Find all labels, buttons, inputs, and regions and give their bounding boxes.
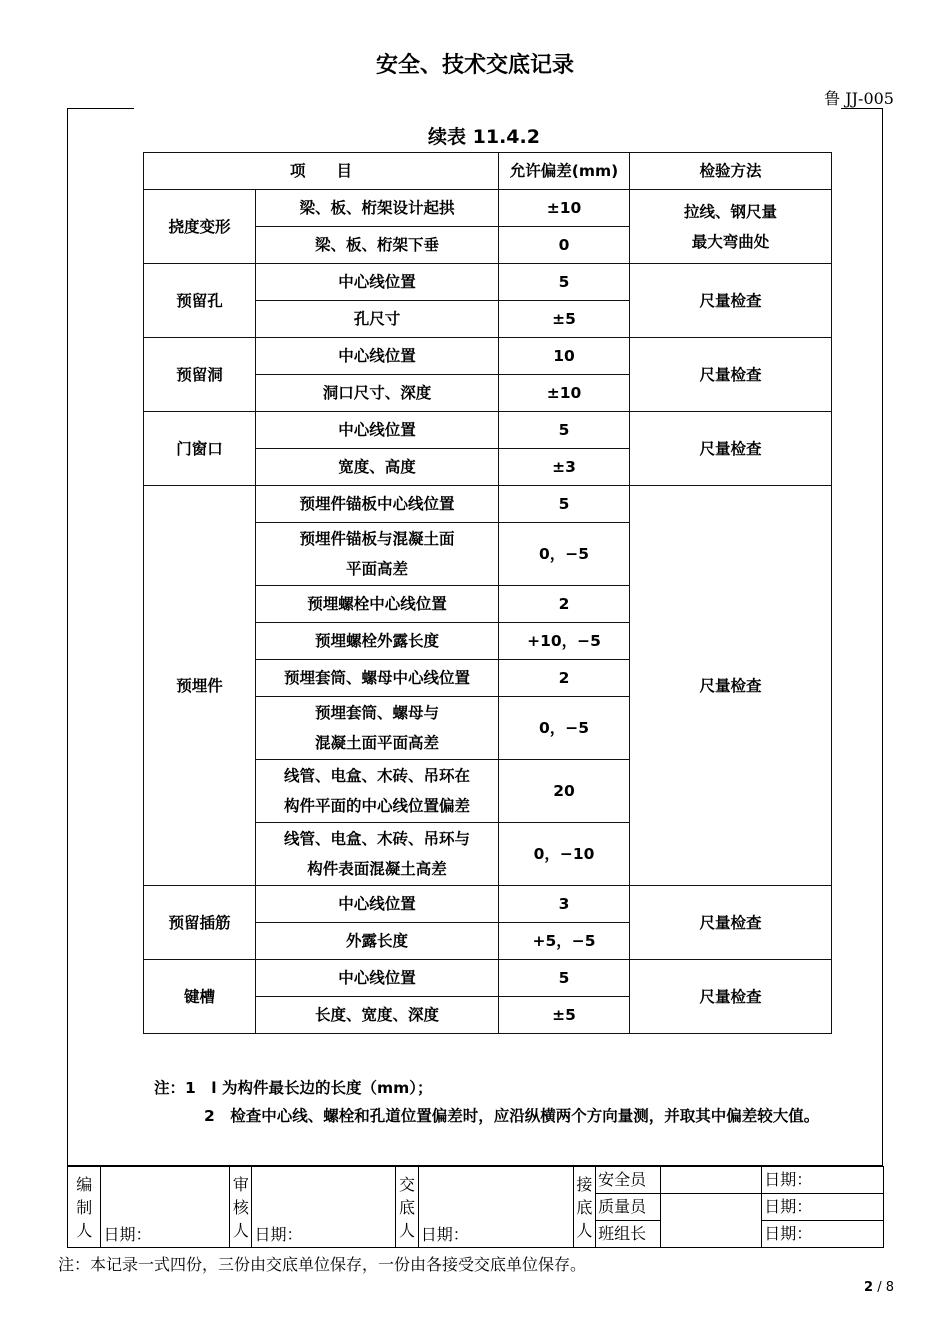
table-row <box>144 190 832 227</box>
tolerance-value: ±5 <box>499 301 630 338</box>
group-name: 预留插筋 <box>144 886 256 960</box>
note-1: 注：1 l 为构件最长边的长度（mm）； <box>154 1079 433 1097</box>
item-name: 线管、电盒、木砖、吊环与 构件表面混凝土高差 <box>256 823 499 886</box>
tolerance-value: 2 <box>499 660 630 697</box>
quality-officer-label: 质量员 <box>596 1194 661 1221</box>
item-name: 梁、板、桁架下垂 <box>256 227 499 264</box>
tolerance-table-body <box>144 190 832 1034</box>
tolerance-value: ±5 <box>499 997 630 1034</box>
item-name: 预埋螺栓中心线位置 <box>256 586 499 623</box>
tolerance-value: ±10 <box>499 375 630 412</box>
inspection-method: 尺量检查 <box>630 486 832 886</box>
reviewer-label: 审 核 人 <box>230 1167 252 1248</box>
tolerance-value: ±10 <box>499 190 630 227</box>
tolerance-table <box>143 152 832 1034</box>
item-name: 外露长度 <box>256 923 499 960</box>
item-name: 中心线位置 <box>256 264 499 301</box>
tolerance-value: 0 <box>499 227 630 264</box>
note-2: 2 检查中心线、螺栓和孔道位置偏差时，应沿纵横两个方向量测，并取其中偏差较大值。 <box>204 1107 820 1125</box>
item-name: 预埋件锚板中心线位置 <box>256 486 499 523</box>
item-name: 预埋螺栓外露长度 <box>256 623 499 660</box>
discloser-label: 交 底 人 <box>396 1167 418 1248</box>
group-name: 键槽 <box>144 960 256 1034</box>
item-name: 孔尺寸 <box>256 301 499 338</box>
signature-table <box>67 1166 884 1248</box>
scanned-spec-table <box>134 108 841 1158</box>
page-title: 安全、技术交底记录 <box>375 53 574 78</box>
tolerance-value: 20 <box>499 760 630 823</box>
table-row <box>144 338 832 375</box>
safety-officer-label: 安全员 <box>596 1167 661 1194</box>
item-name: 中心线位置 <box>256 960 499 997</box>
item-name: 宽度、高度 <box>256 449 499 486</box>
compiler-date[interactable]: 日期： <box>101 1167 230 1248</box>
item-name: 中心线位置 <box>256 412 499 449</box>
header-method: 检验方法 <box>630 153 832 190</box>
item-name: 梁、板、桁架设计起拱 <box>256 190 499 227</box>
item-name: 预埋套筒、螺母中心线位置 <box>256 660 499 697</box>
inspection-method: 尺量检查 <box>630 412 832 486</box>
tolerance-value: 10 <box>499 338 630 375</box>
inspection-method: 尺量检查 <box>630 264 832 338</box>
receiver-label: 接 底 人 <box>573 1167 595 1248</box>
compiler-label: 编 制 人 <box>68 1167 101 1248</box>
table-row <box>144 264 832 301</box>
quality-officer-date[interactable]: 日期： <box>762 1194 884 1221</box>
tolerance-value: 3 <box>499 886 630 923</box>
tolerance-value: 0，−5 <box>499 697 630 760</box>
inspection-method: 尺量检查 <box>630 960 832 1034</box>
form-code: 鲁 JJ-005 <box>824 89 894 108</box>
quality-team-signature[interactable] <box>660 1194 761 1248</box>
item-name: 线管、电盒、木砖、吊环在 构件平面的中心线位置偏差 <box>256 760 499 823</box>
group-name: 预埋件 <box>144 486 256 886</box>
table-notes <box>154 1074 844 1130</box>
tolerance-value: 5 <box>499 264 630 301</box>
table-row <box>144 886 832 923</box>
group-name: 门窗口 <box>144 412 256 486</box>
table-row <box>144 486 832 523</box>
group-name: 挠度变形 <box>144 190 256 264</box>
group-name: 预留孔 <box>144 264 256 338</box>
tolerance-value: 5 <box>499 412 630 449</box>
reviewer-date[interactable]: 日期： <box>252 1167 396 1248</box>
item-name: 洞口尺寸、深度 <box>256 375 499 412</box>
item-name: 长度、宽度、深度 <box>256 997 499 1034</box>
safety-officer-date[interactable]: 日期： <box>762 1167 884 1194</box>
table-title: 续表 11.4.2 <box>428 126 540 148</box>
table-row <box>144 412 832 449</box>
tolerance-value: ±3 <box>499 449 630 486</box>
inspection-method: 尺量检查 <box>630 886 832 960</box>
header-tolerance: 允许偏差(mm) <box>499 153 630 190</box>
table-row <box>144 960 832 997</box>
footer-note: 注：本记录一式四份，三份由交底单位保存，一份由各接受交底单位保存。 <box>58 1255 587 1274</box>
tolerance-value: 0，−10 <box>499 823 630 886</box>
item-name: 预埋件锚板与混凝土面 平面高差 <box>256 523 499 586</box>
inspection-method: 尺量检查 <box>630 338 832 412</box>
item-name: 预埋套筒、螺母与 混凝土面平面高差 <box>256 697 499 760</box>
header-item: 项 目 <box>144 153 499 190</box>
tolerance-value: 5 <box>499 960 630 997</box>
inspection-method: 拉线、钢尺量 最大弯曲处 <box>630 190 832 264</box>
group-name: 预留洞 <box>144 338 256 412</box>
page-number: 2 / 8 <box>864 1280 894 1295</box>
team-leader-label: 班组长 <box>596 1221 661 1248</box>
tolerance-value: 2 <box>499 586 630 623</box>
item-name: 中心线位置 <box>256 886 499 923</box>
tolerance-value: 5 <box>499 486 630 523</box>
tolerance-value: 0，−5 <box>499 523 630 586</box>
discloser-date[interactable]: 日期： <box>418 1167 573 1248</box>
item-name: 中心线位置 <box>256 338 499 375</box>
tolerance-value: +5，−5 <box>499 923 630 960</box>
tolerance-value: +10，−5 <box>499 623 630 660</box>
team-leader-date[interactable]: 日期： <box>762 1221 884 1248</box>
safety-officer-signature[interactable] <box>660 1167 761 1194</box>
